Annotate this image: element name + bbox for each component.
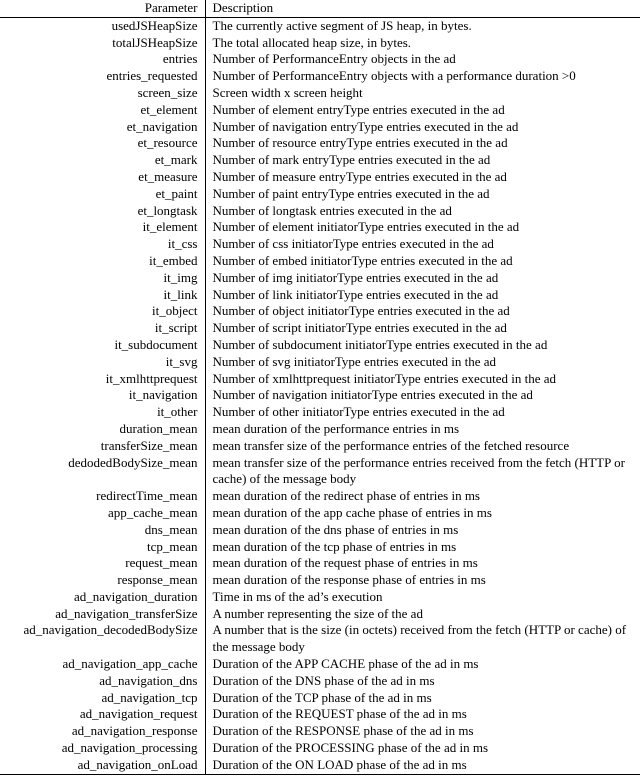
description-cell: Number of object initiatorType entries executed in the ad: [212, 303, 510, 319]
description-cell: Number of PerformanceEntry objects in the ad: [212, 51, 456, 67]
table-row: [0, 219, 640, 236]
parameter-cell: entries: [0, 51, 205, 68]
description-cell: Number of resource entryType entries executed in the ad: [212, 135, 508, 151]
parameter-cell: redirectTime_mean: [0, 488, 205, 505]
description-cell: mean duration of the performance entries in ms: [212, 420, 460, 436]
description-cell: mean duration of the app cache phase of entries in ms: [212, 504, 492, 520]
table-row: [0, 85, 640, 102]
parameter-column-header: Parameter: [0, 0, 205, 17]
parameter-cell: et_navigation: [0, 119, 205, 136]
table-row: [0, 690, 640, 707]
description-cell: Number of measure entryType entries executed in the ad: [212, 168, 507, 184]
table-row: [0, 421, 640, 438]
table-header: [0, 0, 640, 17]
description-cell: mean duration of the request phase of entries in ms: [212, 555, 478, 571]
description-cell: mean duration of the redirect phase of entries in ms: [212, 488, 480, 504]
description-cell: mean transfer size of the performance entries of the fetched resource: [212, 437, 570, 453]
parameter-cell: ad_navigation_processing: [0, 740, 205, 757]
description-cell: mean transfer size of the performance entries received from the fetch (HTTP or cache) of the message body: [212, 454, 625, 487]
table-row: [0, 320, 640, 337]
parameter-cell: ad_navigation_dns: [0, 673, 205, 690]
parameter-cell: it_other: [0, 404, 205, 421]
table-row: [0, 404, 640, 421]
parameter-cell: duration_mean: [0, 421, 205, 438]
parameter-cell: it_element: [0, 219, 205, 236]
parameter-cell: transferSize_mean: [0, 438, 205, 455]
parameter-cell: et_longtask: [0, 203, 205, 220]
description-cell: Duration of the REQUEST phase of the ad in ms: [212, 706, 467, 722]
parameter-cell: et_paint: [0, 186, 205, 203]
description-cell: Number of longtask entries executed in the ad: [212, 202, 452, 218]
description-cell: Number of xmlhttprequest initiatorType entries executed in the ad: [212, 370, 556, 386]
table-row: [0, 555, 640, 572]
table-row: [0, 505, 640, 522]
parameter-cell: ad_navigation_duration: [0, 589, 205, 606]
parameter-cell: it_svg: [0, 354, 205, 371]
description-column-header: Description: [205, 0, 640, 17]
description-cell: Number of navigation initiatorType entries executed in the ad: [212, 387, 533, 403]
description-cell: Number of svg initiatorType entries executed in the ad: [212, 353, 497, 369]
parameter-cell: ad_navigation_onLoad: [0, 757, 205, 774]
description-cell: Screen width x screen height: [212, 84, 363, 100]
table-row: [0, 354, 640, 371]
table-row: [0, 102, 640, 119]
table-row: [0, 135, 640, 152]
description-cell: Number of subdocument initiatorType entries executed in the ad: [212, 336, 548, 352]
parameter-cell: ad_navigation_request: [0, 706, 205, 723]
table-row: [0, 572, 640, 589]
table-row: [0, 51, 640, 68]
parameter-cell: et_measure: [0, 169, 205, 186]
table-row: [0, 152, 640, 169]
description-cell: Number of PerformanceEntry objects with a performance duration >0: [212, 68, 576, 84]
parameter-cell: et_element: [0, 102, 205, 119]
parameter-cell: usedJSHeapSize: [0, 17, 205, 34]
description-cell: Number of mark entryType entries executed in the ad: [212, 152, 491, 168]
description-cell: Number of script initiatorType entries executed in the ad: [212, 320, 507, 336]
parameter-cell: it_subdocument: [0, 337, 205, 354]
parameter-cell: it_img: [0, 270, 205, 287]
description-cell: Number of embed initiatorType entries executed in the ad: [212, 252, 513, 268]
parameter-cell: it_script: [0, 320, 205, 337]
table-row: [0, 589, 640, 606]
table-row: [0, 488, 640, 505]
description-cell: Number of img initiatorType entries executed in the ad: [212, 269, 499, 285]
description-cell: Duration of the PROCESSING phase of the ad in ms: [212, 740, 489, 756]
parameter-cell: it_object: [0, 303, 205, 320]
description-cell: Number of paint entryType entries executed in the ad: [212, 185, 490, 201]
parameter-cell: et_mark: [0, 152, 205, 169]
table-row: [0, 253, 640, 270]
table-row: [0, 169, 640, 186]
table-row: [0, 740, 640, 757]
table-row: [0, 606, 640, 623]
description-cell: Number of other initiatorType entries executed in the ad: [212, 404, 505, 420]
table-row: [0, 287, 640, 304]
description-cell: Duration of the APP CACHE phase of the ad in ms: [212, 656, 479, 672]
table-row: [0, 723, 640, 740]
description-cell: A number that is the size (in octets) received from the fetch (HTTP or cache) of the message body: [212, 622, 627, 655]
parameter-cell: it_link: [0, 287, 205, 304]
parameter-cell: totalJSHeapSize: [0, 35, 205, 52]
description-cell: Duration of the RESPONSE phase of the ad in ms: [212, 723, 474, 739]
parameter-cell: ad_navigation_transferSize: [0, 606, 205, 623]
table-row: [0, 673, 640, 690]
parameter-cell: response_mean: [0, 572, 205, 589]
table-row: [0, 387, 640, 404]
parameter-cell: it_embed: [0, 253, 205, 270]
description-cell: mean duration of the dns phase of entries in ms: [212, 521, 459, 537]
table-row: [0, 35, 640, 52]
table-row: [0, 455, 640, 489]
description-cell: Number of css initiatorType entries executed in the ad: [212, 236, 494, 252]
parameter-cell: entries_requested: [0, 68, 205, 85]
header-row: [0, 0, 640, 17]
table-row: [0, 622, 640, 656]
table-row: [0, 757, 640, 774]
parameter-cell: dedodedBodySize_mean: [0, 455, 205, 489]
parameter-cell: ad_navigation_response: [0, 723, 205, 740]
parameter-cell: it_xmlhttprequest: [0, 371, 205, 388]
description-cell: A number representing the size of the ad: [212, 605, 423, 621]
parameter-cell: ad_navigation_decodedBodySize: [0, 622, 205, 656]
parameter-cell: app_cache_mean: [0, 505, 205, 522]
table-row: [0, 17, 640, 34]
table-row: [0, 706, 640, 723]
table-row: [0, 522, 640, 539]
table-row: [0, 303, 640, 320]
description-cell: The currently active segment of JS heap, in bytes.: [212, 17, 472, 33]
table-body: [0, 17, 640, 774]
parameter-cell: it_css: [0, 236, 205, 253]
description-cell: Duration of the TCP phase of the ad in ms: [212, 689, 432, 705]
parameter-cell: dns_mean: [0, 522, 205, 539]
table-row: [0, 539, 640, 556]
description-cell: Number of link initiatorType entries executed in the ad: [212, 286, 499, 302]
table-row: [0, 186, 640, 203]
parameter-cell: ad_navigation_tcp: [0, 690, 205, 707]
description-cell: Time in ms of the ad’s execution: [212, 588, 383, 604]
table-row: [0, 119, 640, 136]
parameter-cell: et_resource: [0, 135, 205, 152]
description-cell: mean duration of the tcp phase of entries in ms: [212, 538, 457, 554]
parameter-cell: request_mean: [0, 555, 205, 572]
table-row: [0, 438, 640, 455]
description-cell: Number of element initiatorType entries executed in the ad: [212, 219, 520, 235]
description-cell: Number of navigation entryType entries executed in the ad: [212, 118, 519, 134]
description-cell: Duration of the DNS phase of the ad in ms: [212, 672, 435, 688]
description-cell: Number of element entryType entries executed in the ad: [212, 101, 505, 117]
table-row: [0, 656, 640, 673]
table-row: [0, 337, 640, 354]
table-row: [0, 203, 640, 220]
table-row: [0, 68, 640, 85]
table-row: [0, 371, 640, 388]
description-cell: The total allocated heap size, in bytes.: [212, 34, 412, 50]
description-cell: Duration of the ON LOAD phase of the ad in ms: [205, 757, 640, 774]
table-row: [0, 236, 640, 253]
parameter-cell: ad_navigation_app_cache: [0, 656, 205, 673]
parameter-cell: screen_size: [0, 85, 205, 102]
table-row: [0, 270, 640, 287]
parameter-cell: it_navigation: [0, 387, 205, 404]
parameter-cell: tcp_mean: [0, 539, 205, 556]
description-cell: mean duration of the response phase of entries in ms: [212, 572, 486, 588]
